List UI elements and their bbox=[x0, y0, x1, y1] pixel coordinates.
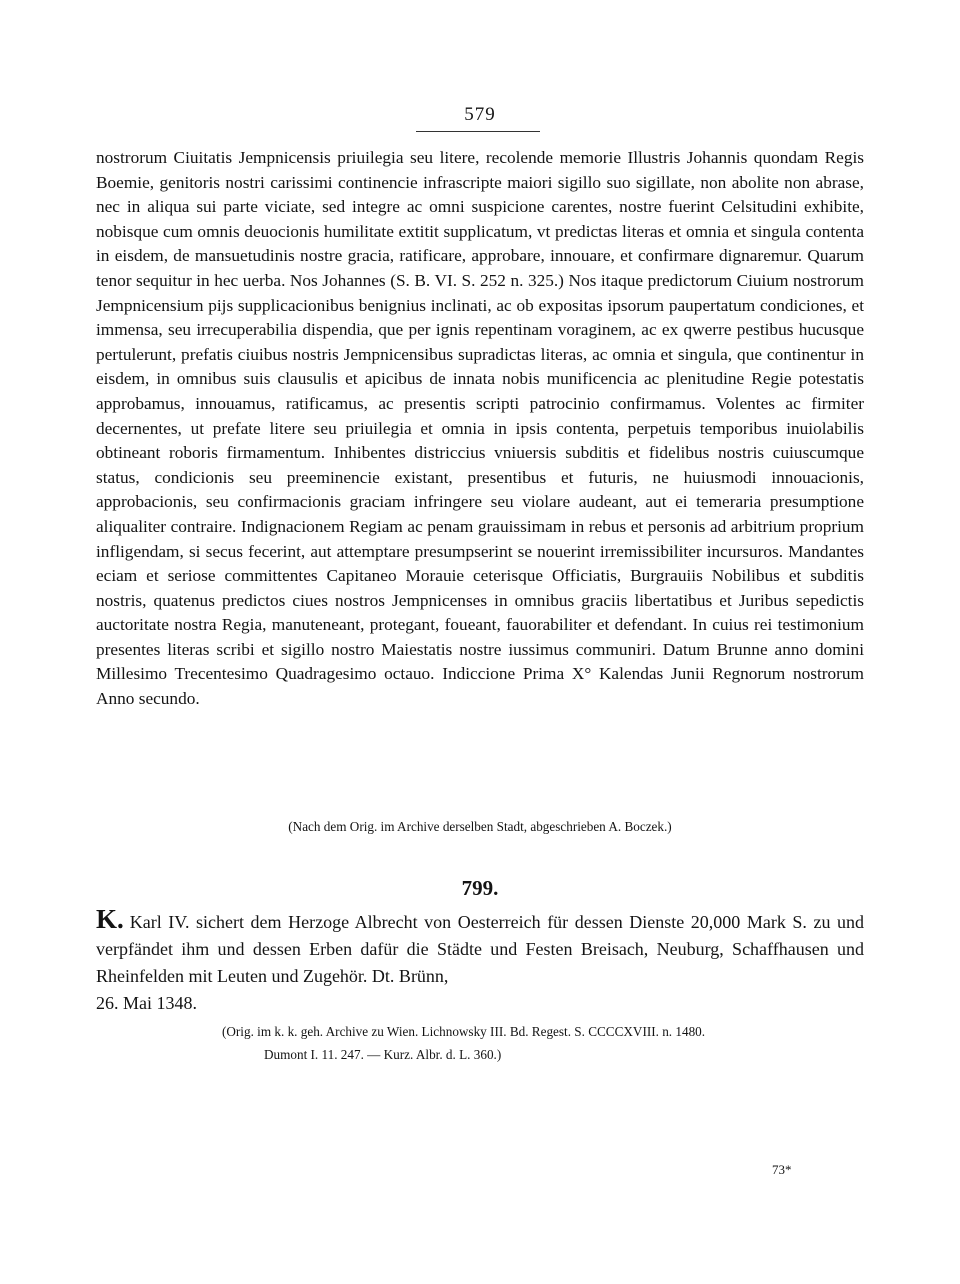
regest-body: Karl IV. sichert dem Herzoge Albrecht von Oesterreich für dessen Dienste 20,000 Mark S. zu und verpfändet ihm und dessen Erben dafür die Städte und Festen Breisach, Neuburg, Schaffhausen und Rheinfelden mit Leuten und Zugehör. Dt. Brünn, bbox=[96, 912, 864, 986]
document-number: 799. bbox=[461, 876, 499, 900]
regest-summary bbox=[96, 906, 864, 1017]
page-number: 579 bbox=[464, 104, 496, 125]
regest-initial: K. bbox=[96, 904, 124, 934]
citation-line-1: (Orig. im k. k. geh. Archive zu Wien. Lichnowsky III. Bd. Regest. S. CCCCXVIII. n. 1480. bbox=[222, 1024, 706, 1039]
citation-line-2: Dumont I. 11. 247. — Kurz. Albr. d. L. 360.) bbox=[264, 1047, 502, 1062]
printer-signature-mark: 73* bbox=[772, 1162, 792, 1177]
charter-text: nostrorum Ciuitatis Jempnicensis priuilegia seu litere, recolende memorie Illustris Johannis quondam Regis Boemie, genitoris nostri carissimi continencie infrascripte maiori sigillo suo sigillate, non abolite non abrase, nec in aliqua sui parte viciate, sed integre ac omni suspicione carentes, nostre fuerint Celsitudini exhibite, nobisque cum omnis deuocionis humilitate extitit supplicatum, vt predictas literas et omnia et singula contenta in eisdem, de mansuetudinis nostre gracia, ratificare, approbare, innouare, et confirmare dignaremur. Quarum tenor sequitur in hec uerba. Nos Johannes (S. B. VI. S. 252 n. 325.) Nos itaque predictorum Ciuium nostrorum Jempnicensium pijs supplicacionibus benignius inclinati, ac ob expositas ipsorum paupertatum condiciones, et immensa, seu irrecuperabilia dispendia, que per ignis repentinam voraginem, ac ex qwerre pestibus hucusque pertulerunt, prefatis ciuibus nostris Jempnicensibus supradictas literas, ac omnia et singula, que continentur in eisdem, in omnibus suis clausulis et apicibus de innata nobis munificencia ac plenitudine Regie potestatis approbamus, innouamus, ratificamus, ac presentis scripti patrocinio confirmamus. Volentes ac firmiter decernentes, ut prefate litere seu priuilegia et omnia in ipsis contenta, perpetuis temporibus inuiolabilis obtineant roboris firmamentum. Inhibentes districcius vniuersis subditis et fidelibus nostris cuiuscumque status, condicionis seu preeminencie existant, presentibus et futuris, ne huiusmodi innouacionis, approbacionis, seu confirmacionis graciam infringere seu violare audeant, aut ei temeraria presumptione aliqualiter contraire. Indignacionem Regiam ac penam grauissimam in rebus et personis ad arbitrium proprium infligendam, si secus fecerint, aut attemptare presumpserint se nouerint irremissibiliter incursuros. Mandantes eciam et seriose committentes Capitaneo Morauie ceterisque Officiatis, Burgrauiis Nobilibus et subditis nostris, quatenus predictos ciues nostros Jempnicenses in omnibus graciis libertatibus et Juribus sepedictis auctoritate nostra Regia, manuteneant, protegant, foueant, fauorabiliter et defendant. In cuius rei testimonium presentes literas scribi et sigillo nostro Maiestatis nostre iussimus communiri. Datum Brunne anno domini Millesimo Trecentesimo Quadragesimo octauo. Indiccione Prima X° Kalendas Junii Regnorum nostrorum Anno secundo. bbox=[96, 148, 864, 709]
regest-date: 26. Mai 1348. bbox=[96, 993, 197, 1013]
header-rule bbox=[416, 131, 540, 132]
citation-note bbox=[222, 1020, 862, 1066]
source-note: (Nach dem Orig. im Archive derselben Stadt, abgeschrieben A. Boczek.) bbox=[288, 819, 672, 834]
